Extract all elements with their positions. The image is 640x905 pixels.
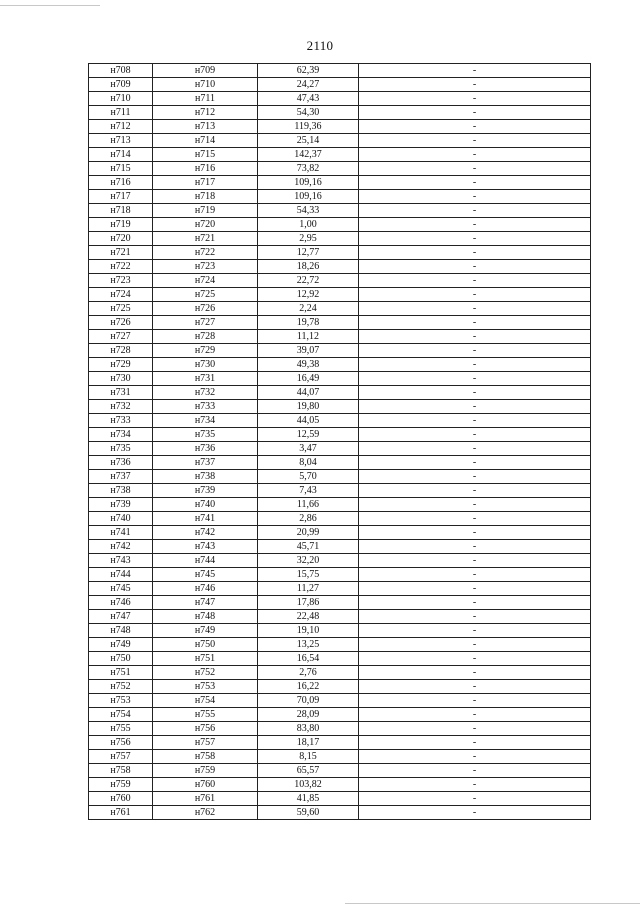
table-row: [89, 106, 591, 120]
note-cell: -: [359, 708, 591, 722]
table-row: [89, 316, 591, 330]
to-point-cell: н733: [153, 400, 258, 414]
to-point-cell: н745: [153, 568, 258, 582]
distance-cell: 39,07: [258, 344, 359, 358]
note-cell: -: [359, 316, 591, 330]
distance-cell: 16,22: [258, 680, 359, 694]
table-row: [89, 246, 591, 260]
to-point-cell: н734: [153, 414, 258, 428]
note-cell: -: [359, 652, 591, 666]
distance-cell: 45,71: [258, 540, 359, 554]
to-point-cell: н719: [153, 204, 258, 218]
from-point-cell: н754: [89, 708, 153, 722]
distance-cell: 22,48: [258, 610, 359, 624]
from-point-cell: н736: [89, 456, 153, 470]
table-row: [89, 624, 591, 638]
to-point-cell: н727: [153, 316, 258, 330]
note-cell: -: [359, 638, 591, 652]
from-point-cell: н709: [89, 78, 153, 92]
note-cell: -: [359, 330, 591, 344]
distance-cell: 8,04: [258, 456, 359, 470]
from-point-cell: н737: [89, 470, 153, 484]
distance-cell: 12,92: [258, 288, 359, 302]
table-row: [89, 218, 591, 232]
from-point-cell: н710: [89, 92, 153, 106]
table-row: [89, 540, 591, 554]
table-row: [89, 610, 591, 624]
distance-cell: 19,10: [258, 624, 359, 638]
from-point-cell: н756: [89, 736, 153, 750]
note-cell: -: [359, 792, 591, 806]
to-point-cell: н746: [153, 582, 258, 596]
from-point-cell: н724: [89, 288, 153, 302]
to-point-cell: н716: [153, 162, 258, 176]
from-point-cell: н755: [89, 722, 153, 736]
distance-cell: 19,80: [258, 400, 359, 414]
from-point-cell: н708: [89, 64, 153, 78]
table-row: [89, 176, 591, 190]
to-point-cell: н750: [153, 638, 258, 652]
table-row: [89, 204, 591, 218]
distance-cell: 28,09: [258, 708, 359, 722]
to-point-cell: н728: [153, 330, 258, 344]
from-point-cell: н733: [89, 414, 153, 428]
table-row: [89, 484, 591, 498]
table-row: [89, 260, 591, 274]
table-body: [89, 64, 591, 820]
to-point-cell: н739: [153, 484, 258, 498]
table-row: [89, 400, 591, 414]
to-point-cell: н761: [153, 792, 258, 806]
from-point-cell: н758: [89, 764, 153, 778]
to-point-cell: н744: [153, 554, 258, 568]
note-cell: -: [359, 750, 591, 764]
to-point-cell: н736: [153, 442, 258, 456]
note-cell: -: [359, 106, 591, 120]
to-point-cell: н749: [153, 624, 258, 638]
distance-cell: 47,43: [258, 92, 359, 106]
note-cell: -: [359, 694, 591, 708]
from-point-cell: н719: [89, 218, 153, 232]
to-point-cell: н743: [153, 540, 258, 554]
to-point-cell: н754: [153, 694, 258, 708]
from-point-cell: н752: [89, 680, 153, 694]
from-point-cell: н739: [89, 498, 153, 512]
table-row: [89, 722, 591, 736]
from-point-cell: н725: [89, 302, 153, 316]
note-cell: -: [359, 554, 591, 568]
distance-cell: 13,25: [258, 638, 359, 652]
to-point-cell: н725: [153, 288, 258, 302]
distance-cell: 3,47: [258, 442, 359, 456]
note-cell: -: [359, 120, 591, 134]
to-point-cell: н712: [153, 106, 258, 120]
note-cell: -: [359, 484, 591, 498]
distance-cell: 41,85: [258, 792, 359, 806]
note-cell: -: [359, 470, 591, 484]
note-cell: -: [359, 414, 591, 428]
note-cell: -: [359, 512, 591, 526]
table-row: [89, 652, 591, 666]
note-cell: -: [359, 386, 591, 400]
table-row: [89, 554, 591, 568]
table-row: [89, 274, 591, 288]
table-row: [89, 302, 591, 316]
table-row: [89, 288, 591, 302]
note-cell: -: [359, 666, 591, 680]
boundary-segments-table: [88, 63, 591, 820]
from-point-cell: н722: [89, 260, 153, 274]
distance-cell: 59,60: [258, 806, 359, 820]
note-cell: -: [359, 134, 591, 148]
table-row: [89, 512, 591, 526]
table-row: [89, 666, 591, 680]
from-point-cell: н721: [89, 246, 153, 260]
to-point-cell: н711: [153, 92, 258, 106]
table-row: [89, 442, 591, 456]
table-row: [89, 64, 591, 78]
from-point-cell: н735: [89, 442, 153, 456]
from-point-cell: н746: [89, 596, 153, 610]
distance-cell: 7,43: [258, 484, 359, 498]
to-point-cell: н738: [153, 470, 258, 484]
from-point-cell: н730: [89, 372, 153, 386]
distance-cell: 11,12: [258, 330, 359, 344]
from-point-cell: н743: [89, 554, 153, 568]
from-point-cell: н750: [89, 652, 153, 666]
to-point-cell: н755: [153, 708, 258, 722]
from-point-cell: н727: [89, 330, 153, 344]
distance-cell: 109,16: [258, 176, 359, 190]
to-point-cell: н726: [153, 302, 258, 316]
distance-cell: 16,49: [258, 372, 359, 386]
note-cell: -: [359, 596, 591, 610]
distance-cell: 2,86: [258, 512, 359, 526]
distance-cell: 18,17: [258, 736, 359, 750]
from-point-cell: н729: [89, 358, 153, 372]
to-point-cell: н735: [153, 428, 258, 442]
from-point-cell: н731: [89, 386, 153, 400]
table-row: [89, 708, 591, 722]
scan-edge-line-top: [0, 5, 100, 6]
note-cell: -: [359, 624, 591, 638]
table-row: [89, 694, 591, 708]
note-cell: -: [359, 190, 591, 204]
from-point-cell: н726: [89, 316, 153, 330]
note-cell: -: [359, 344, 591, 358]
from-point-cell: н715: [89, 162, 153, 176]
distance-cell: 83,80: [258, 722, 359, 736]
to-point-cell: н757: [153, 736, 258, 750]
note-cell: -: [359, 162, 591, 176]
from-point-cell: н747: [89, 610, 153, 624]
from-point-cell: н723: [89, 274, 153, 288]
distance-cell: 49,38: [258, 358, 359, 372]
table-row: [89, 134, 591, 148]
from-point-cell: н713: [89, 134, 153, 148]
table-row: [89, 680, 591, 694]
table-row: [89, 372, 591, 386]
distance-cell: 62,39: [258, 64, 359, 78]
to-point-cell: н759: [153, 764, 258, 778]
distance-cell: 54,33: [258, 204, 359, 218]
note-cell: -: [359, 148, 591, 162]
table-row: [89, 596, 591, 610]
to-point-cell: н729: [153, 344, 258, 358]
to-point-cell: н720: [153, 218, 258, 232]
distance-cell: 65,57: [258, 764, 359, 778]
to-point-cell: н758: [153, 750, 258, 764]
from-point-cell: н759: [89, 778, 153, 792]
to-point-cell: н751: [153, 652, 258, 666]
note-cell: -: [359, 526, 591, 540]
table-row: [89, 330, 591, 344]
to-point-cell: н741: [153, 512, 258, 526]
table-row: [89, 470, 591, 484]
note-cell: -: [359, 274, 591, 288]
table-row: [89, 148, 591, 162]
from-point-cell: н742: [89, 540, 153, 554]
distance-cell: 12,59: [258, 428, 359, 442]
distance-cell: 24,27: [258, 78, 359, 92]
from-point-cell: н744: [89, 568, 153, 582]
note-cell: -: [359, 428, 591, 442]
note-cell: -: [359, 218, 591, 232]
to-point-cell: н723: [153, 260, 258, 274]
distance-cell: 15,75: [258, 568, 359, 582]
to-point-cell: н709: [153, 64, 258, 78]
to-point-cell: н740: [153, 498, 258, 512]
note-cell: -: [359, 92, 591, 106]
from-point-cell: н760: [89, 792, 153, 806]
note-cell: -: [359, 680, 591, 694]
from-point-cell: н720: [89, 232, 153, 246]
from-point-cell: н751: [89, 666, 153, 680]
distance-cell: 44,05: [258, 414, 359, 428]
distance-cell: 54,30: [258, 106, 359, 120]
table-row: [89, 638, 591, 652]
note-cell: -: [359, 736, 591, 750]
distance-cell: 142,37: [258, 148, 359, 162]
table-row: [89, 792, 591, 806]
note-cell: -: [359, 288, 591, 302]
distance-cell: 25,14: [258, 134, 359, 148]
distance-cell: 11,27: [258, 582, 359, 596]
table-row: [89, 344, 591, 358]
to-point-cell: н731: [153, 372, 258, 386]
table-row: [89, 162, 591, 176]
to-point-cell: н756: [153, 722, 258, 736]
table-row: [89, 778, 591, 792]
note-cell: -: [359, 722, 591, 736]
distance-cell: 70,09: [258, 694, 359, 708]
distance-cell: 12,77: [258, 246, 359, 260]
distance-cell: 20,99: [258, 526, 359, 540]
table-row: [89, 736, 591, 750]
note-cell: -: [359, 442, 591, 456]
note-cell: -: [359, 246, 591, 260]
table-row: [89, 414, 591, 428]
note-cell: -: [359, 806, 591, 820]
table-row: [89, 190, 591, 204]
distance-cell: 2,95: [258, 232, 359, 246]
to-point-cell: н753: [153, 680, 258, 694]
to-point-cell: н732: [153, 386, 258, 400]
distance-cell: 1,00: [258, 218, 359, 232]
note-cell: -: [359, 64, 591, 78]
from-point-cell: н716: [89, 176, 153, 190]
to-point-cell: н715: [153, 148, 258, 162]
table-row: [89, 764, 591, 778]
from-point-cell: н757: [89, 750, 153, 764]
distance-cell: 18,26: [258, 260, 359, 274]
table-row: [89, 78, 591, 92]
to-point-cell: н724: [153, 274, 258, 288]
to-point-cell: н722: [153, 246, 258, 260]
to-point-cell: н752: [153, 666, 258, 680]
from-point-cell: н734: [89, 428, 153, 442]
note-cell: -: [359, 778, 591, 792]
note-cell: -: [359, 78, 591, 92]
to-point-cell: н762: [153, 806, 258, 820]
table-row: [89, 526, 591, 540]
distance-cell: 11,66: [258, 498, 359, 512]
table-row: [89, 582, 591, 596]
distance-cell: 19,78: [258, 316, 359, 330]
to-point-cell: н747: [153, 596, 258, 610]
distance-cell: 103,82: [258, 778, 359, 792]
to-point-cell: н714: [153, 134, 258, 148]
table-row: [89, 428, 591, 442]
note-cell: -: [359, 764, 591, 778]
distance-cell: 109,16: [258, 190, 359, 204]
note-cell: -: [359, 498, 591, 512]
note-cell: -: [359, 260, 591, 274]
note-cell: -: [359, 372, 591, 386]
note-cell: -: [359, 358, 591, 372]
distance-cell: 8,15: [258, 750, 359, 764]
from-point-cell: н749: [89, 638, 153, 652]
to-point-cell: н721: [153, 232, 258, 246]
from-point-cell: н738: [89, 484, 153, 498]
scan-edge-line-bottom: [345, 903, 640, 904]
to-point-cell: н737: [153, 456, 258, 470]
distance-cell: 2,24: [258, 302, 359, 316]
distance-cell: 73,82: [258, 162, 359, 176]
from-point-cell: н740: [89, 512, 153, 526]
to-point-cell: н748: [153, 610, 258, 624]
from-point-cell: н717: [89, 190, 153, 204]
note-cell: -: [359, 540, 591, 554]
table-row: [89, 120, 591, 134]
table-row: [89, 386, 591, 400]
note-cell: -: [359, 176, 591, 190]
table-row: [89, 806, 591, 820]
table-row: [89, 92, 591, 106]
from-point-cell: н728: [89, 344, 153, 358]
note-cell: -: [359, 232, 591, 246]
to-point-cell: н713: [153, 120, 258, 134]
table-row: [89, 232, 591, 246]
note-cell: -: [359, 582, 591, 596]
from-point-cell: н741: [89, 526, 153, 540]
from-point-cell: н711: [89, 106, 153, 120]
page-number: 2110: [306, 38, 334, 53]
distance-cell: 16,54: [258, 652, 359, 666]
note-cell: -: [359, 456, 591, 470]
from-point-cell: н748: [89, 624, 153, 638]
to-point-cell: н730: [153, 358, 258, 372]
from-point-cell: н714: [89, 148, 153, 162]
table-row: [89, 750, 591, 764]
note-cell: -: [359, 610, 591, 624]
table-row: [89, 358, 591, 372]
to-point-cell: н760: [153, 778, 258, 792]
note-cell: -: [359, 204, 591, 218]
note-cell: -: [359, 400, 591, 414]
distance-cell: 119,36: [258, 120, 359, 134]
distance-cell: 2,76: [258, 666, 359, 680]
note-cell: -: [359, 568, 591, 582]
to-point-cell: н710: [153, 78, 258, 92]
from-point-cell: н745: [89, 582, 153, 596]
distance-cell: 17,86: [258, 596, 359, 610]
distance-cell: 44,07: [258, 386, 359, 400]
from-point-cell: н753: [89, 694, 153, 708]
from-point-cell: н732: [89, 400, 153, 414]
distance-cell: 5,70: [258, 470, 359, 484]
to-point-cell: н717: [153, 176, 258, 190]
table-row: [89, 456, 591, 470]
to-point-cell: н718: [153, 190, 258, 204]
from-point-cell: н718: [89, 204, 153, 218]
from-point-cell: н712: [89, 120, 153, 134]
distance-cell: 22,72: [258, 274, 359, 288]
from-point-cell: н761: [89, 806, 153, 820]
table-row: [89, 498, 591, 512]
note-cell: -: [359, 302, 591, 316]
table-row: [89, 568, 591, 582]
distance-cell: 32,20: [258, 554, 359, 568]
to-point-cell: н742: [153, 526, 258, 540]
